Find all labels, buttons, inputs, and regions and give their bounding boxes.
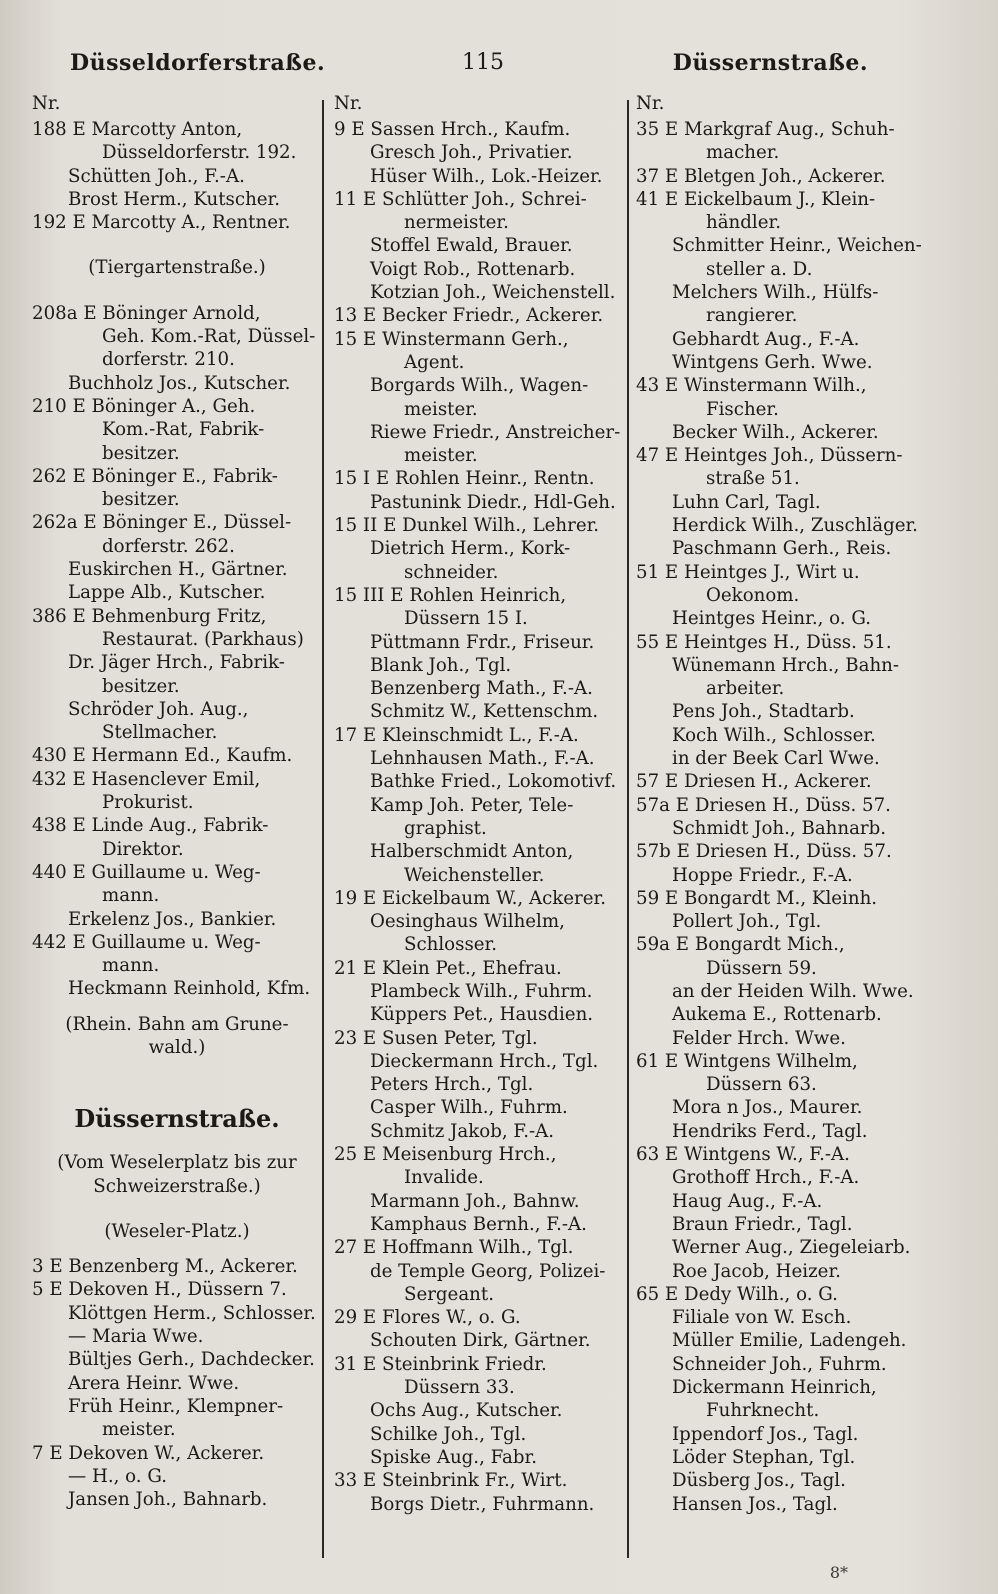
resident-entry: Marmann Joh., Bahnw. <box>370 1190 580 1212</box>
entry-continuation: dorferstr. 262. <box>102 535 235 557</box>
house-entry: 63 E Wintgens W., F.-A. <box>636 1144 850 1166</box>
entry-continuation: meister. <box>404 398 478 420</box>
resident-entry: Voigt Rob., Rottenarb. <box>370 258 576 280</box>
resident-entry: Koch Wilh., Schlosser. <box>672 724 876 746</box>
spacer <box>32 1198 322 1220</box>
resident-entry: Arera Heinr. Wwe. <box>68 1372 240 1394</box>
entry-continuation: Schlosser. <box>404 934 498 956</box>
resident-entry: Borgs Dietr., Fuhrmann. <box>370 1493 595 1515</box>
house-entry: 15 I E Rohlen Heinr., Rentn. <box>334 468 595 490</box>
resident-entry: Gebhardt Aug., F.-A. <box>672 328 860 350</box>
entry-continuation: Agent. <box>404 351 465 373</box>
spacer <box>32 1059 322 1099</box>
spacer <box>32 1139 322 1151</box>
resident-entry: — Maria Wwe. <box>68 1326 204 1348</box>
house-entry: 61 E Wintgens Wilhelm, <box>636 1050 858 1072</box>
house-entry: 192 E Marcotty A., Rentner. <box>32 212 291 234</box>
house-entry: 5 E Dekoven H., Düssern 7. <box>32 1279 287 1301</box>
resident-entry: Bathke Fried., Lokomotivf. <box>370 771 617 793</box>
entry-continuation: straße 51. <box>706 468 800 490</box>
resident-entry: Schmitz W., Kettenschm. <box>370 701 599 723</box>
entry-continuation: meister. <box>404 445 478 467</box>
house-entry: 432 E Hasenclever Emil, <box>32 768 261 790</box>
resident-entry: Erkelenz Jos., Bankier. <box>68 908 277 930</box>
entry-continuation: nermeister. <box>404 212 509 234</box>
column-header: Nr. <box>636 93 665 114</box>
house-entry: 41 E Eickelbaum J., Klein- <box>636 188 876 210</box>
section-note: (Weseler-Platz.) <box>104 1220 250 1242</box>
resident-entry: Schmitter Heinr., Weichen- <box>672 235 922 257</box>
house-entry: 57 E Driesen H., Ackerer. <box>636 771 872 793</box>
resident-entry: Mora n Jos., Maurer. <box>672 1097 863 1119</box>
entry-continuation: Restaurat. (Parkhaus) <box>102 628 304 650</box>
page-header <box>0 50 998 84</box>
house-entry: 9 E Sassen Hrch., Kaufm. <box>334 119 571 140</box>
resident-entry: Ippendorf Jos., Tagl. <box>672 1423 859 1445</box>
spacer <box>32 1001 322 1013</box>
house-entry: 35 E Markgraf Aug., Schuh- <box>636 119 895 140</box>
entry-continuation: Direktor. <box>102 838 184 860</box>
house-entry: 37 E Bletgen Joh., Ackerer. <box>636 165 886 187</box>
column-header: Nr. <box>334 93 363 114</box>
house-entry: 51 E Heintges J., Wirt u. <box>636 561 860 583</box>
resident-entry: Schneider Joh., Fuhrm. <box>672 1353 887 1375</box>
resident-entry: in der Beek Carl Wwe. <box>672 748 880 770</box>
column-2 <box>334 92 624 1516</box>
resident-entry: Schröder Joh. Aug., <box>68 698 249 720</box>
house-entry: 47 E Heintges Joh., Düssern- <box>636 445 903 467</box>
entry-continuation: Düsseldorferstr. 192. <box>102 142 297 164</box>
resident-entry: Hoppe Friedr., F.-A. <box>672 864 853 886</box>
house-entry: 15 II E Dunkel Wilh., Lehrer. <box>334 515 600 537</box>
resident-entry: Dickermann Heinrich, <box>672 1377 877 1399</box>
resident-entry: Klöttgen Herm., Schlosser. <box>68 1302 316 1324</box>
resident-entry: Oesinghaus Wilhelm, <box>370 911 565 933</box>
house-entry: 210 E Böninger A., Geh. <box>32 395 256 417</box>
resident-entry: Aukema E., Rottenarb. <box>672 1004 882 1026</box>
entry-continuation: Fuhrknecht. <box>706 1400 820 1422</box>
resident-entry: Borgards Wilh., Wagen- <box>370 375 589 397</box>
entry-continuation: besitzer. <box>102 442 180 464</box>
resident-entry: Casper Wilh., Fuhrm. <box>370 1097 568 1119</box>
resident-entry: de Temple Georg, Polizei- <box>370 1260 606 1282</box>
resident-entry: Werner Aug., Ziegeleiarb. <box>672 1237 911 1259</box>
entry-continuation: dorferstr. 210. <box>102 349 235 371</box>
house-entry: 59 E Bongardt M., Kleinh. <box>636 887 878 909</box>
resident-entry: Schilke Joh., Tgl. <box>370 1423 527 1445</box>
resident-entry: Bültjes Gerh., Dachdecker. <box>68 1349 315 1371</box>
resident-entry: Benzenberg Math., F.-A. <box>370 678 593 700</box>
entry-continuation: rangierer. <box>706 305 798 327</box>
street-heading: Düssernstraße. <box>74 1104 280 1134</box>
resident-entry: Luhn Carl, Tagl. <box>672 491 821 513</box>
resident-entry: Braun Friedr., Tagl. <box>672 1213 853 1235</box>
column-header: Nr. <box>32 93 61 114</box>
resident-entry: Hansen Jos., Tagl. <box>672 1493 838 1515</box>
resident-entry: Lappe Alb., Kutscher. <box>68 582 266 604</box>
resident-entry: Gresch Joh., Privatier. <box>370 142 573 164</box>
resident-entry: Pens Joh., Stadtarb. <box>672 701 855 723</box>
house-entry: 27 E Hoffmann Wilh., Tgl. <box>334 1237 574 1259</box>
house-entry: 21 E Klein Pet., Ehefrau. <box>334 957 562 979</box>
entry-continuation: mann. <box>102 885 160 907</box>
spacer <box>32 280 322 302</box>
entry-continuation: Invalide. <box>404 1167 484 1189</box>
house-entry: 65 E Dedy Wilh., o. G. <box>636 1283 838 1305</box>
house-entry: 57b E Driesen H., Düss. 57. <box>636 841 892 863</box>
entry-continuation: meister. <box>102 1419 176 1441</box>
resident-entry: Herdick Wilh., Zuschläger. <box>672 515 918 537</box>
entry-continuation: Weichensteller. <box>404 864 545 886</box>
section-note: (Rhein. Bahn am Grune- <box>65 1013 289 1035</box>
entry-continuation: händler. <box>706 212 781 234</box>
resident-entry: — H., o. G. <box>68 1465 168 1487</box>
house-entry: 59a E Bongardt Mich., <box>636 934 845 956</box>
resident-entry: Paschmann Gerh., Reis. <box>672 538 892 560</box>
house-entry: 386 E Behmenburg Fritz, <box>32 605 267 627</box>
resident-entry: Riewe Friedr., Anstreicher- <box>370 421 621 443</box>
resident-entry: Plambeck Wilh., Fuhrm. <box>370 980 593 1002</box>
house-entry: 438 E Linde Aug., Fabrik- <box>32 815 269 837</box>
resident-entry: Schmitz Jakob, F.-A. <box>370 1120 555 1142</box>
entry-continuation: besitzer. <box>102 489 180 511</box>
resident-entry: an der Heiden Wilh. Wwe. <box>672 980 914 1002</box>
entry-continuation: schneider. <box>404 561 499 583</box>
resident-entry: Roe Jacob, Heizer. <box>672 1260 841 1282</box>
resident-entry: Kamp Joh. Peter, Tele- <box>370 794 574 816</box>
spacer <box>32 234 322 256</box>
house-entry: 33 E Steinbrink Fr., Wirt. <box>334 1470 568 1492</box>
house-entry: 11 E Schlütter Joh., Schrei- <box>334 188 587 210</box>
house-entry: 7 E Dekoven W., Ackerer. <box>32 1442 265 1464</box>
entry-continuation: steller a. D. <box>706 258 813 280</box>
resident-entry: Müller Emilie, Ladengeh. <box>672 1330 907 1352</box>
resident-entry: Schütten Joh., F.-A. <box>68 165 245 187</box>
house-entry: 15 III E Rohlen Heinrich, <box>334 584 567 606</box>
resident-entry: Pollert Joh., Tgl. <box>672 911 822 933</box>
resident-entry: Lehnhausen Math., F.-A. <box>370 748 595 770</box>
running-head-right: Düssernstraße. <box>672 50 868 76</box>
resident-entry: Haug Aug., F.-A. <box>672 1190 823 1212</box>
house-entry: 442 E Guillaume u. Weg- <box>32 931 261 953</box>
resident-entry: Grothoff Hrch., F.-A. <box>672 1167 860 1189</box>
section-note: (Vom Weselerplatz bis zur <box>57 1152 297 1174</box>
entry-continuation: Düssern 63. <box>706 1074 817 1096</box>
resident-entry: Hüser Wilh., Lok.-Heizer. <box>370 165 603 187</box>
signature-mark: 8* <box>829 1563 848 1582</box>
column-divider-1 <box>322 100 324 1558</box>
entry-continuation: Kom.-Rat, Fabrik- <box>102 419 265 441</box>
house-entry: 3 E Benzenberg M., Ackerer. <box>32 1256 298 1278</box>
house-entry: 17 E Kleinschmidt L., F.-A. <box>334 724 579 746</box>
house-entry: 188 E Marcotty Anton, <box>32 119 243 140</box>
house-entry: 262a E Böninger E., Düssel- <box>32 512 292 534</box>
house-entry: 57a E Driesen H., Düss. 57. <box>636 794 891 816</box>
column-3 <box>636 92 936 1516</box>
resident-entry: Löder Stephan, Tgl. <box>672 1446 856 1468</box>
house-entry: 31 E Steinbrink Friedr. <box>334 1353 547 1375</box>
house-entry: 55 E Heintges H., Düss. 51. <box>636 631 892 653</box>
entry-continuation: graphist. <box>404 817 487 839</box>
resident-entry: Dr. Jäger Hrch., Fabrik- <box>68 652 285 674</box>
house-entry: 430 E Hermann Ed., Kaufm. <box>32 745 293 767</box>
spacer <box>32 1243 322 1255</box>
entry-continuation: Düssern 59. <box>706 957 817 979</box>
entry-continuation: Prokurist. <box>102 792 194 814</box>
house-entry: 29 E Flores W., o. G. <box>334 1307 521 1329</box>
running-head-left: Düsseldorferstraße. <box>70 50 326 76</box>
resident-entry: Halberschmidt Anton, <box>370 841 574 863</box>
entry-continuation: Fischer. <box>706 398 779 420</box>
house-entry: 208a E Böninger Arnold, <box>32 302 261 324</box>
house-entry: 440 E Guillaume u. Weg- <box>32 861 261 883</box>
resident-entry: Stoffel Ewald, Brauer. <box>370 235 573 257</box>
resident-entry: Düsberg Jos., Tagl. <box>672 1470 846 1492</box>
resident-entry: Melchers Wilh., Hülfs- <box>672 282 879 304</box>
resident-entry: Brost Herm., Kutscher. <box>68 188 281 210</box>
resident-entry: Hendriks Ferd., Tagl. <box>672 1120 868 1142</box>
resident-entry: Blank Joh., Tgl. <box>370 654 512 676</box>
entry-continuation: Geh. Kom.-Rat, Düssel- <box>102 326 316 348</box>
resident-entry: Wintgens Gerh. Wwe. <box>672 351 873 373</box>
entry-continuation: arbeiter. <box>706 678 785 700</box>
resident-entry: Peters Hrch., Tgl. <box>370 1074 534 1096</box>
resident-entry: Kotzian Joh., Weichenstell. <box>370 282 616 304</box>
entry-continuation: Düssern 33. <box>404 1377 515 1399</box>
resident-entry: Euskirchen H., Gärtner. <box>68 559 288 581</box>
resident-entry: Schmidt Joh., Bahnarb. <box>672 817 887 839</box>
resident-entry: Felder Hrch. Wwe. <box>672 1027 846 1049</box>
resident-entry: Kamphaus Bernh., F.-A. <box>370 1213 587 1235</box>
resident-entry: Heckmann Reinhold, Kfm. <box>68 978 311 1000</box>
resident-entry: Küppers Pet., Hausdien. <box>370 1004 594 1026</box>
entry-continuation: Stellmacher. <box>102 722 218 744</box>
house-entry: 19 E Eickelbaum W., Ackerer. <box>334 887 606 909</box>
house-entry: 262 E Böninger E., Fabrik- <box>32 465 278 487</box>
house-entry: 25 E Meisenburg Hrch., <box>334 1144 557 1166</box>
entry-continuation: mann. <box>102 955 160 977</box>
entry-continuation: Düssern 15 I. <box>404 608 528 630</box>
section-note: Schweizerstraße.) <box>93 1175 261 1197</box>
house-entry: 43 E Winstermann Wilh., <box>636 375 867 397</box>
resident-entry: Dietrich Herm., Kork- <box>370 538 571 560</box>
resident-entry: Pastunink Diedr., Hdl-Geh. <box>370 491 616 513</box>
column-divider-2 <box>627 100 629 1558</box>
resident-entry: Filiale von W. Esch. <box>672 1307 852 1329</box>
entry-continuation: Oekonom. <box>706 584 800 606</box>
section-note: wald.) <box>148 1036 206 1058</box>
house-entry: 13 E Becker Friedr., Ackerer. <box>334 305 604 327</box>
resident-entry: Jansen Joh., Bahnarb. <box>68 1489 268 1511</box>
resident-entry: Ochs Aug., Kutscher. <box>370 1400 563 1422</box>
resident-entry: Püttmann Frdr., Friseur. <box>370 631 595 653</box>
resident-entry: Dieckermann Hrch., Tgl. <box>370 1050 599 1072</box>
entry-continuation: macher. <box>706 142 780 164</box>
house-entry: 15 E Winstermann Gerh., <box>334 328 569 350</box>
section-note: (Tiergartenstraße.) <box>88 257 266 279</box>
resident-entry: Heintges Heinr., o. G. <box>672 608 872 630</box>
entry-continuation: besitzer. <box>102 675 180 697</box>
resident-entry: Schouten Dirk, Gärtner. <box>370 1330 591 1352</box>
column-1 <box>32 92 322 1511</box>
house-entry: 23 E Susen Peter, Tgl. <box>334 1027 538 1049</box>
resident-entry: Buchholz Jos., Kutscher. <box>68 372 291 394</box>
resident-entry: Früh Heinr., Klempner- <box>68 1395 284 1417</box>
page-number: 115 <box>462 50 504 75</box>
resident-entry: Spiske Aug., Fabr. <box>370 1446 537 1468</box>
entry-continuation: Sergeant. <box>404 1283 494 1305</box>
resident-entry: Wünemann Hrch., Bahn- <box>672 654 900 676</box>
resident-entry: Becker Wilh., Ackerer. <box>672 421 879 443</box>
